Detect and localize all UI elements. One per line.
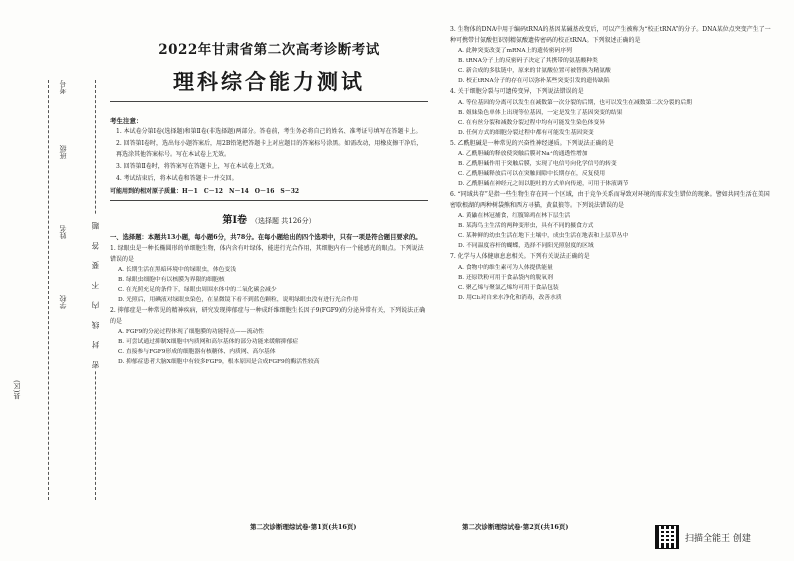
q1-option-a: A. 长期生活在黑暗环境中的绿眼虫，体色变浅 (118, 267, 237, 273)
page-left (110, 30, 428, 367)
q5-option-d: D. 乙酰胆碱在神经元之间以胞吐的方式单向传递，可用于体液调节 (458, 181, 629, 187)
label-kaohao: 考号 (59, 80, 67, 94)
q4-option-c: C. 在有丝分裂和减数分裂过程中均有可能发生染色体变异 (458, 119, 606, 126)
q2-option-d: D. 抑郁症患者大脑X细胞中有较多FGF9，根本原因是合成FGF9的酶活性较高 (118, 359, 320, 365)
question-5: 5. 乙酰胆碱是一种常见的兴奋性神经递质。下列说法正确的是 (450, 139, 614, 147)
scanner-watermark (655, 525, 751, 549)
note-item: 1. 本试卷分第Ⅰ卷(选择题)和第Ⅱ卷(非选择题)两部分。答卷前，考生务必将自己的姓名、准考证号填写在答题卡上。 (116, 128, 422, 135)
question-3: 3. 生物体的DNA中用于编码tRNA的基因某碱基改变后，可以产生被称为“校正tRNA”的分子。DNA某位点突变产生了一种可携带甘氨酸但识别精氨酸遗传密码的校正tRNA。下列叙述正确的是 (450, 26, 771, 44)
page-right (450, 24, 772, 303)
label-xingming: 姓名 (59, 225, 67, 239)
watermark-text: 扫描全能王 创建 (685, 533, 751, 544)
q7-option-c: C. 聚乙烯与聚氯乙烯均可用于食品包装 (458, 284, 559, 291)
q6-option-c: C. 某种鲜的幼虫生活在地下土壤中，成虫生活在地表和上层草丛中 (458, 233, 629, 239)
q1-option-b: B. 绿眼虫细胞中有以核膜为界限的细胞核 (118, 277, 225, 283)
page-footer-left: 第二次诊断理综试卷·第1页(共16页) (250, 523, 357, 531)
title-rule (110, 101, 428, 102)
question-7: 7. 化学与人体健康息息相关。下列有关说法正确的是 (450, 253, 590, 260)
q1-option-d: D. 光照后，用碘液对绿眼虫染色，在显微镜下看不到蓝色颗粒，说明绿眼虫没有进行光合作用 (118, 297, 359, 303)
notes-title: 考生注意： (110, 117, 143, 125)
q6-option-a: A. 黄鼬在林冠捕食，红腹锦鸡在林下层生活 (458, 213, 571, 219)
label-banji: 班级 (59, 145, 67, 159)
atomic-masses: 可能用到的相对原子质量：H－1 C－12 N－14 O－16 S－32 (110, 188, 300, 195)
note-item: 2. 回答第Ⅰ卷时，选出每小题答案后，用2B铅笔把答题卡上对应题目的答案标号涂黑。如需改动，用橡皮擦干净后，再选涂其他答案标号。写在本试卷上无效。 (116, 140, 423, 158)
question-6: 6. “同域共存”是指一些生物生存在同一个区域，由于竞争关系而导致对环境的需求发生错位的现象。譬如共同生活在美国密歇根湖的两种树袋熊和西方寻猫，黄鼠狼等。下列说法错误的是 (450, 191, 770, 209)
q3-option-b: B. tRNA分子上的反密码子决定了其携带的氨基酸种类 (458, 58, 598, 64)
q2-option-c: C. 直接参与FGF9形成的细胞器有核糖体、内质网、高尔基体 (118, 349, 276, 355)
q1-option-c: C. 在光照充足的条件下，绿眼虫周围水体中的二氧化碳会减少 (118, 287, 277, 293)
q2-option-a: A. FGF9的分泌过程体现了细胞膜的功能特点——流动性 (118, 329, 264, 335)
label-xuexiao: 学校 (59, 295, 67, 309)
qr-code-icon (655, 525, 679, 549)
q5-option-b: B. 乙酰胆碱作用于突触后膜，实现了电信号向化学信号的转变 (458, 161, 617, 167)
question-1: 1. 绿眼虫是一种长椭圆形的单细胞生物，体内含有叶绿体，能进行光合作用，其细胞内有一个能感光的眼点。下列说法错误的是 (110, 245, 424, 263)
exam-subject-title: 理科综合能力测试 (173, 69, 365, 94)
note-item: 4. 考试结束后，将本试卷和答题卡一并交回。 (116, 175, 238, 182)
binding-line-outer (48, 80, 49, 500)
q5-option-c: C. 乙酰胆碱释放后可以在突触间隙中长期存在，反复使用 (458, 171, 606, 177)
q6-option-b: B. 某海鸟主生活的两种变形虫，具有不同的摄食方式 (458, 223, 594, 229)
seal-line-text: 密 封 线 内 不 要 答 题 (91, 217, 100, 369)
q2-option-b: B. 可尝试通过抑制X细胞中内质网和高尔基体的部分功能来缓解抑郁症 (118, 339, 299, 345)
q4-option-b: B. 姐妹染色单体上出现等位基因，一定是发生了基因突变的结果 (458, 109, 623, 116)
q7-option-b: B. 还原铁粉可用于食品袋内的脱氧剂 (458, 274, 553, 281)
choice-instruction: 一、选择题：本题共13小题，每小题6分，共78分。在每小题给出的四个选项中，只有一项是符合题目要求的。 (110, 234, 422, 241)
q4-option-d: D. 任何方式的细胞分裂过程中都有可能发生基因突变 (458, 129, 594, 136)
q3-option-c: C. 新合成的多肽链中，原来的甘氨酸位置可被替换为精氨酸 (458, 68, 611, 74)
question-2: 2. 抑郁症是一种常见的精神疾病，研究发现抑郁症与一种成纤维细胞生长因子9(FGF9)的分泌异常有关，下列说法正确的是 (110, 307, 426, 325)
section-title: 第Ⅰ卷 (222, 215, 248, 226)
q3-option-a: A. 此种突变改变了mRNA上的遗传密码序列 (458, 48, 572, 54)
exam-year-title: 2022年甘肃省第二次高考诊断考试 (158, 42, 380, 58)
label-xian: 县(区) (13, 380, 21, 400)
q6-option-d: D. 不同温度容杆的蝴蝶，选择不同阳光照射度的区域 (458, 243, 594, 249)
page-footer-right: 第二次诊断理综试卷·第2页(共16页) (462, 523, 569, 531)
q4-option-a: A. 等位基因的分离可以发生在减数第一次分裂的后期，也可以发生在减数第二次分裂的后期 (458, 99, 692, 106)
note-item: 3. 回答第Ⅱ卷时，将答案写在答题卡上，写在本试卷上无效。 (116, 163, 278, 170)
q7-option-a: A. 食物中的维生素可为人体提供能量 (458, 264, 553, 271)
notes-rule (110, 200, 428, 201)
q3-option-d: D. 校正tRNA分子的存在可以弥补某些突变引发的遗传缺陷 (458, 78, 610, 84)
q7-option-d: D. 用Cl₂对自来水净化和消毒，改善水质 (458, 294, 562, 301)
question-4: 4. 关于细胞分裂与可遗传变异，下列说法错误的是 (450, 88, 584, 95)
section-subtitle: （选择题 共126分） (251, 217, 316, 225)
q5-option-a: A. 乙酰胆碱的释放使突触后膜对Na⁺的通透性增加 (458, 151, 588, 157)
binding-strip (10, 80, 110, 500)
section-heading (110, 211, 428, 226)
